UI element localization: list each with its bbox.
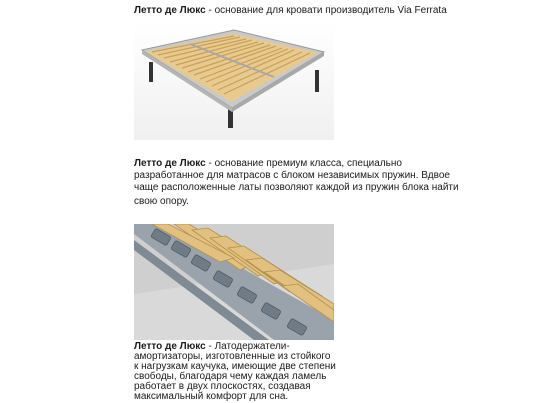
section3-line-5: работает в двух плоскостях, создавая xyxy=(134,381,311,392)
slat-holders-image xyxy=(134,224,334,340)
section2-line-3: чаще расположенные латы позволяют каждой из пружин блока найти xyxy=(134,182,459,193)
bed-base-image xyxy=(134,22,334,140)
section3-line-6: максимальный комфорт для сна. xyxy=(134,391,289,402)
section1-heading xyxy=(134,5,447,17)
section3-text-1: - Латодержатели- xyxy=(205,341,290,352)
section2-line-2: разработанное для матрасов с блоком независимых пружин. Вдвое xyxy=(134,170,450,181)
section3-line-2: амортизаторы, изготовленные из стойкого xyxy=(134,351,331,362)
section2-line-4: свою опору. xyxy=(134,196,189,207)
section2-line-1 xyxy=(134,158,402,170)
section2-text-1: - основание премиум класса, специально xyxy=(205,158,402,169)
section3-line-4: свободы, благодаря чему каждая ламель xyxy=(134,371,327,382)
section1-title: Летто де Люкс xyxy=(134,5,206,16)
section1-text: - основание для кровати производитель Via Ferrata xyxy=(205,5,447,16)
section3-title: Летто де Люкс xyxy=(134,341,206,352)
section3-line-3: к нагрузкам каучука, имеющие две степени xyxy=(134,361,336,372)
section2-title: Летто де Люкс xyxy=(134,158,206,169)
